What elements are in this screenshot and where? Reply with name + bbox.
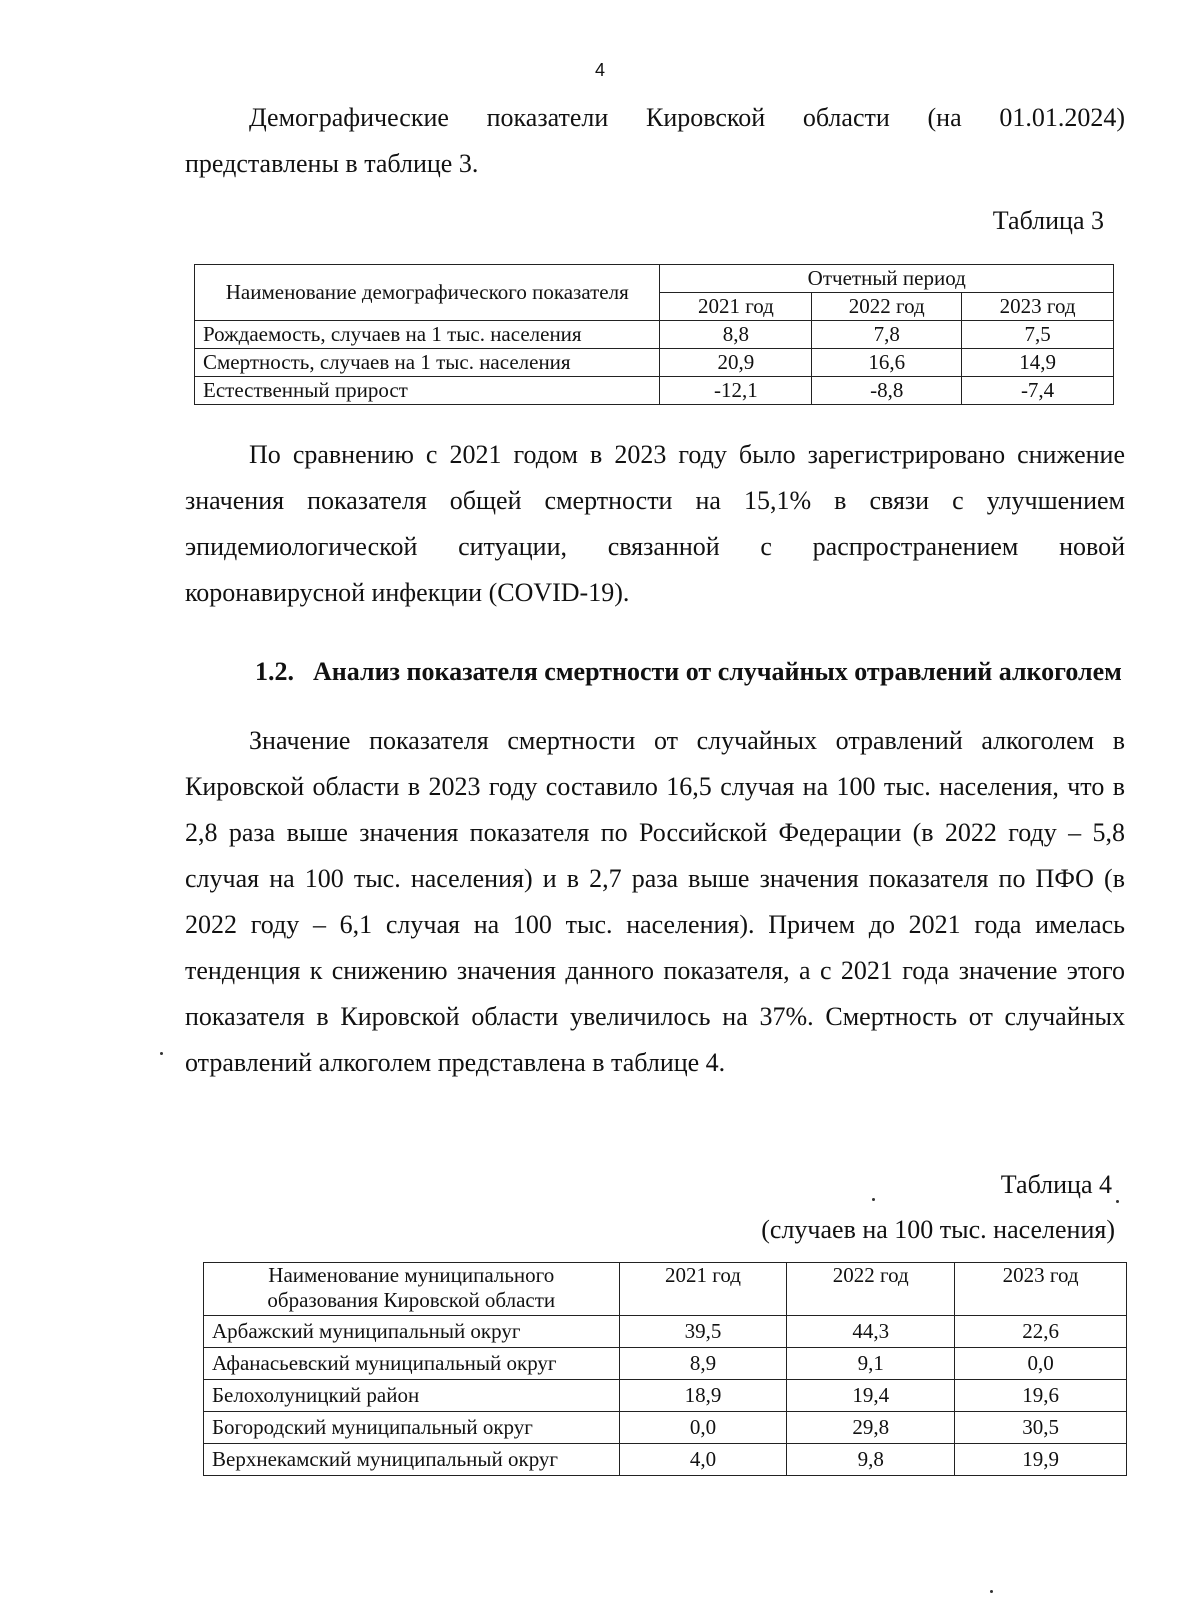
- scan-speck: [1116, 1200, 1119, 1203]
- alcohol-poisoning-table: [203, 1262, 1127, 1476]
- indicator-value: 20,9: [660, 349, 812, 377]
- municipality-value: 4,0: [619, 1444, 787, 1476]
- table4-header-year: 2021 год: [619, 1263, 787, 1316]
- table3-header-year: 2022 год: [812, 293, 962, 321]
- municipality-name: Богородский муниципальный округ: [204, 1412, 620, 1444]
- municipality-value: 9,8: [787, 1444, 955, 1476]
- table-row: [195, 377, 1114, 405]
- table-row: [204, 1348, 1127, 1380]
- section-number: 1.2.: [255, 657, 294, 686]
- alcohol-paragraph: Значение показателя смертности от случайных отравлений алкоголем в Кировской области в 2023 году составило 16,5 случая на 100 тыс. населения, что в 2,8 раза выше значения показателя по Российской Федерации (в 2022 году – 5,8 случая на 100 тыс. населения) и в 2,7 раза выше значения показателя по ПФО (в 2022 году – 6,1 случая на 100 тыс. населения). Причем до 2021 года имелась тенденция к снижению значения данного показателя, а с 2021 года значение этого показателя в Кировской области увеличилось на 37%. Смертность от случайных отравлений алкоголем представлена в таблице 4.: [185, 726, 1125, 1077]
- municipality-value: 9,1: [787, 1348, 955, 1380]
- municipality-value: 19,9: [955, 1444, 1127, 1476]
- indicator-name: Рождаемость, случаев на 1 тыс. населения: [195, 321, 660, 349]
- municipality-value: 18,9: [619, 1380, 787, 1412]
- table4-units: (случаев на 100 тыс. населения): [761, 1215, 1115, 1244]
- scan-speck: [872, 1198, 875, 1201]
- indicator-value: 8,8: [660, 321, 812, 349]
- section-heading: [255, 656, 1125, 688]
- indicator-value: -12,1: [660, 377, 812, 405]
- section-title: Анализ показателя смертности от случайных отравлений алкоголем: [313, 657, 1122, 686]
- table-row: [195, 321, 1114, 349]
- indicator-name: Смертность, случаев на 1 тыс. населения: [195, 349, 660, 377]
- indicator-name: Естественный прирост: [195, 377, 660, 405]
- table-row: [204, 1380, 1127, 1412]
- scan-speck: [160, 1052, 163, 1055]
- municipality-value: 0,0: [955, 1348, 1127, 1380]
- municipality-value: 30,5: [955, 1412, 1127, 1444]
- table3-header-indicator: Наименование демографического показателя: [195, 265, 660, 321]
- intro-paragraph: Демографические показатели Кировской области (на 01.01.2024) представлены в таблице 3.: [185, 103, 1125, 178]
- municipality-value: 44,3: [787, 1316, 955, 1348]
- table4-header-name: Наименование муниципального образования Кировской области: [204, 1263, 620, 1316]
- municipality-name: Арбажский муниципальный округ: [204, 1316, 620, 1348]
- table3-header-year: 2023 год: [962, 293, 1114, 321]
- indicator-value: -8,8: [812, 377, 962, 405]
- scan-speck: [990, 1590, 993, 1593]
- municipality-value: 8,9: [619, 1348, 787, 1380]
- municipality-name: Афанасьевский муниципальный округ: [204, 1348, 620, 1380]
- municipality-name: Белохолуницкий район: [204, 1380, 620, 1412]
- municipality-value: 22,6: [955, 1316, 1127, 1348]
- table-row: [204, 1412, 1127, 1444]
- table3-header-period: Отчетный период: [660, 265, 1114, 293]
- table3-caption: Таблица 3: [992, 206, 1104, 235]
- municipality-value: 19,6: [955, 1380, 1127, 1412]
- municipality-name: Верхнекамский муниципальный округ: [204, 1444, 620, 1476]
- demographic-indicators-table: [194, 264, 1114, 405]
- indicator-value: -7,4: [962, 377, 1114, 405]
- indicator-value: 7,5: [962, 321, 1114, 349]
- municipality-value: 0,0: [619, 1412, 787, 1444]
- table-row: [204, 1444, 1127, 1476]
- table4-caption: Таблица 4: [1000, 1170, 1112, 1199]
- table3-header-year: 2021 год: [660, 293, 812, 321]
- table-row: [204, 1316, 1127, 1348]
- indicator-value: 7,8: [812, 321, 962, 349]
- page-number: 4: [594, 60, 605, 80]
- mortality-paragraph: По сравнению с 2021 годом в 2023 году было зарегистрировано снижение значения показателя общей смертности на 15,1% в связи с улучшением эпидемиологической ситуации, связанной с распространением новой коронавирусной инфекции (COVID-19).: [185, 440, 1125, 607]
- indicator-value: 14,9: [962, 349, 1114, 377]
- table4-header-year: 2023 год: [955, 1263, 1127, 1316]
- municipality-value: 19,4: [787, 1380, 955, 1412]
- table4-header-year: 2022 год: [787, 1263, 955, 1316]
- indicator-value: 16,6: [812, 349, 962, 377]
- table-row: [195, 349, 1114, 377]
- municipality-value: 29,8: [787, 1412, 955, 1444]
- municipality-value: 39,5: [619, 1316, 787, 1348]
